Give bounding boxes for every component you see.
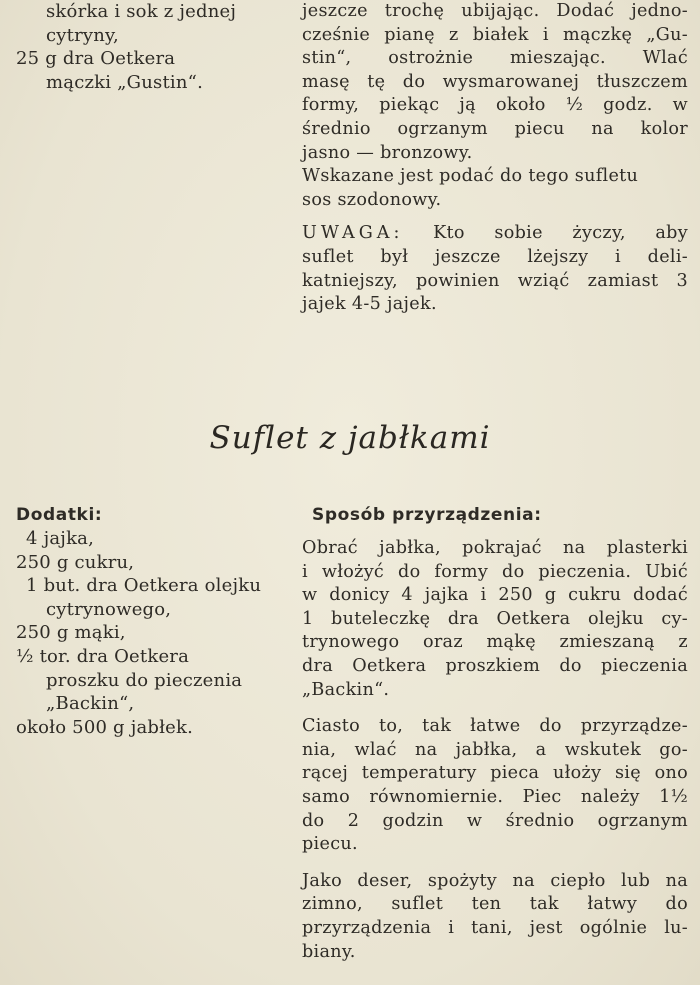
text-line: mączki „Gustin“. (46, 71, 203, 93)
text-line: rącej temperatury pieca ułoży się ono (302, 763, 688, 784)
uwaga-label: UWAGA: (302, 223, 404, 244)
text-line: Jako deser, spożyty na ciepło lub na (302, 870, 688, 891)
list-item: 250 g mąki, (16, 622, 126, 644)
list-item: cytrynowego, (46, 598, 172, 620)
text-line: stin“, ostrożnie mieszając. Wlać (302, 48, 688, 69)
text-line: cześnie pianę z białek i mączkę „Gu- (302, 24, 688, 45)
text-line: „Backin“. (302, 679, 390, 700)
text-line: jeszcze trochę ubijając. Dodać jedno- (302, 1, 688, 21)
text-line: nia, wlać na jabłka, a wskutek go- (302, 739, 688, 760)
text-line: jajek 4-5 jajek. (302, 294, 437, 315)
text-line: masę tę do wysmarowanej tłuszczem (302, 71, 688, 92)
uwaga-first-line (302, 222, 688, 246)
list-item: 4 jajka, (26, 528, 95, 549)
top-ingredients-continued (16, 0, 278, 94)
preparation-heading: Sposób przyrządzenia: (312, 505, 542, 525)
list-item: „Backin“, (46, 693, 135, 715)
text-line: Kto sobie życzy, aby (433, 223, 688, 244)
text-line: cytryny, (46, 24, 119, 46)
recipe-title: Suflet z jabłkami (209, 420, 491, 456)
text-line: trynowego oraz mąkę zmieszaną z (302, 632, 688, 653)
list-item: 250 g cukru, (16, 551, 135, 573)
text-line: sos szodonowy. (302, 189, 442, 210)
text-line: i włożyć do formy do pieczenia. Ubić (302, 561, 688, 582)
list-item: ½ tor. dra Oetkera (16, 645, 190, 667)
list-item: około 500 g jabłek. (16, 716, 194, 738)
text-line: przyrządzenia i tani, jest ogólnie lu- (302, 917, 688, 938)
ingredients-list (16, 503, 278, 739)
text-line: suflet był jeszcze lżejszy i deli- (302, 246, 688, 267)
text-line: piecu. (302, 834, 358, 855)
text-line: 25 g dra Oetkera (16, 48, 176, 70)
text-line: Wskazane jest podać do tego sufletu (302, 166, 639, 187)
text-line: do 2 godzin w średnio ogrzanym (302, 810, 688, 831)
ingredients-heading: Dodatki: (16, 505, 103, 525)
text-line: katniejszy, powinien wziąć zamiast 3 (302, 270, 688, 291)
text-line: dra Oetkera proszkiem do pieczenia (302, 655, 688, 676)
preparation-section (302, 503, 688, 964)
text-line: formy, piekąc ją około ½ godz. w (302, 95, 688, 116)
text-line: skórka i sok z jednej (46, 1, 237, 22)
preparation-paragraph-3 (302, 870, 688, 964)
text-line: 1 buteleczkę dra Oetkera olejku cy- (302, 608, 688, 629)
text-line: zimno, suflet ten tak łatwy do (302, 894, 688, 915)
text-line: w donicy 4 jajka i 250 g cukru dodać (302, 585, 688, 606)
text-line: Obrać jabłka, pokrajać na plasterki (302, 538, 688, 558)
text-line: samo równomiernie. Piec należy 1½ (302, 786, 688, 807)
list-item: 1 but. dra Oetkera olejku (26, 575, 262, 597)
text-line: biany. (302, 941, 356, 962)
text-line: Ciasto to, tak łatwe do przyrządze- (302, 716, 688, 737)
preparation-paragraph-2 (302, 715, 688, 857)
text-line: jasno — bronzowy. (302, 142, 473, 163)
top-preparation-continued (302, 0, 688, 317)
preparation-paragraph-1 (302, 537, 688, 702)
list-item: proszku do pieczenia (46, 669, 243, 691)
text-line: średnio ogrzanym piecu na kolor (302, 118, 688, 139)
